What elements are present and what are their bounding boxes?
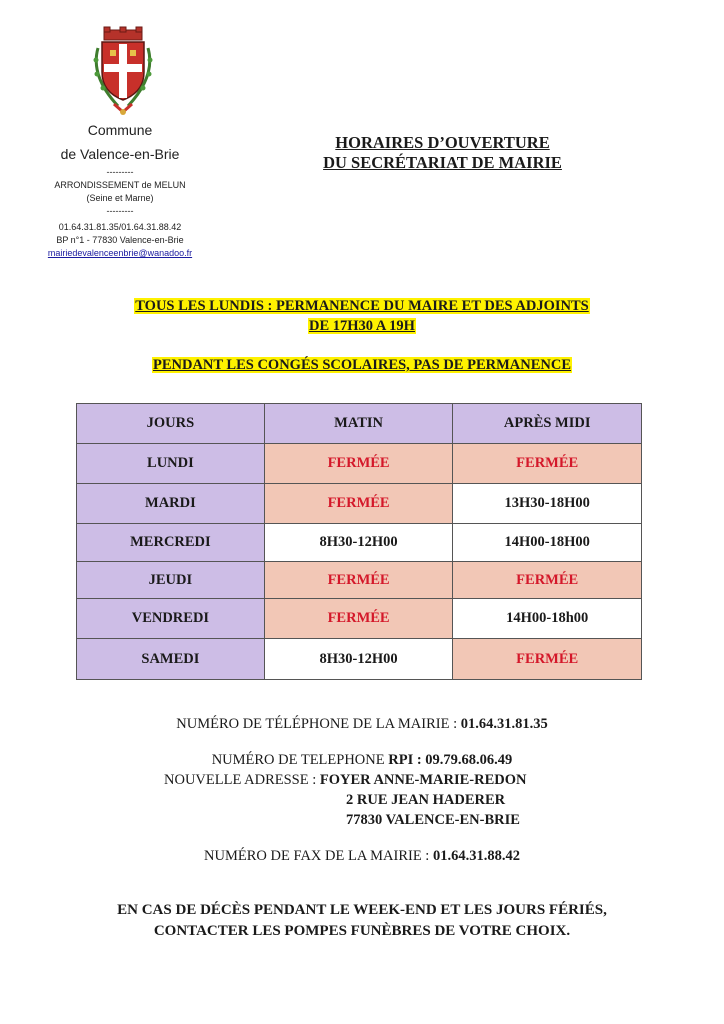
- title-line2: DU SECRÉTARIAT DE MAIRIE: [323, 153, 562, 172]
- funeral-line1: EN CAS DE DÉCÈS PENDANT LE WEEK-END ET LES JOURS FÉRIÉS,: [117, 902, 607, 918]
- commune-name-line2: de Valence-en-Brie: [60, 146, 180, 162]
- fax-value: 01.64.31.88.42: [432, 848, 520, 864]
- phone-value: 01.64.31.81.35: [460, 716, 548, 732]
- address-label: NOUVELLE ADRESSE :: [164, 772, 317, 788]
- afternoon-cell: FERMÉE: [453, 562, 642, 599]
- title-line1: HORAIRES D’OUVERTURE: [335, 133, 550, 152]
- commune-name-line1: Commune: [87, 122, 153, 138]
- day-cell: MERCREDI: [77, 524, 265, 562]
- day-cell: JEUDI: [77, 562, 265, 599]
- day-cell: MARDI: [77, 484, 265, 524]
- opening-hours-table: [76, 403, 642, 680]
- day-cell: VENDREDI: [77, 599, 265, 639]
- arrondissement: ARRONDISSEMENT de MELUN: [54, 180, 186, 190]
- coat-of-arms-logo: [88, 26, 158, 116]
- morning-cell: FERMÉE: [264, 562, 453, 599]
- email-link[interactable]: mairiedevalenceenbrie@wanadoo.fr: [47, 248, 193, 258]
- afternoon-cell: 14H00-18H00: [453, 524, 642, 562]
- permanence-notice: [60, 296, 664, 336]
- phone-label: NUMÉRO DE TÉLÉPHONE DE LA MAIRIE :: [176, 716, 458, 732]
- morning-cell: 8H30-12H00: [264, 524, 453, 562]
- address-line1: FOYER ANNE-MARIE-REDON: [319, 772, 527, 788]
- address-line2: 2 RUE JEAN HADERER: [346, 792, 506, 808]
- separator: ---------: [106, 206, 134, 216]
- fax-label: NUMÉRO DE FAX DE LA MAIRIE :: [204, 848, 430, 864]
- rpi-phone: [40, 750, 684, 770]
- header-morning: MATIN: [264, 404, 453, 444]
- header-days: JOURS: [77, 404, 265, 444]
- rpi-label: NUMÉRO DE TELEPHONE: [211, 752, 385, 768]
- separator: ---------: [106, 167, 134, 177]
- table-row: [77, 524, 642, 562]
- header-phones: 01.64.31.81.35/01.64.31.88.42: [58, 222, 182, 232]
- table-row: [77, 599, 642, 639]
- day-cell: SAMEDI: [77, 639, 265, 680]
- afternoon-cell: FERMÉE: [453, 444, 642, 484]
- postal-address: BP n°1 - 77830 Valence-en-Brie: [56, 235, 184, 245]
- funeral-notice: [40, 900, 684, 942]
- new-address: [164, 770, 527, 790]
- funeral-line2: CONTACTER LES POMPES FUNÈBRES DE VOTRE CHOIX.: [153, 923, 571, 939]
- mairie-phone: [40, 714, 684, 734]
- table-row: [77, 562, 642, 599]
- table-header-row: [77, 404, 642, 444]
- afternoon-cell: FERMÉE: [453, 639, 642, 680]
- morning-cell: FERMÉE: [264, 444, 453, 484]
- table-row: [77, 484, 642, 524]
- afternoon-cell: 14H00-18h00: [453, 599, 642, 639]
- header-afternoon: APRÈS MIDI: [453, 404, 642, 444]
- table-row: [77, 639, 642, 680]
- permanence-line2: DE 17H30 A 19H: [309, 318, 415, 334]
- mairie-fax: [40, 846, 684, 866]
- holidays-text: PENDANT LES CONGÉS SCOLAIRES, PAS DE PERMANENCE: [152, 357, 572, 373]
- address-line3: 77830 VALENCE-EN-BRIE: [346, 812, 520, 828]
- table-row: [77, 444, 642, 484]
- document-title: [270, 133, 615, 173]
- department: (Seine et Marne): [86, 193, 154, 203]
- afternoon-cell: 13H30-18H00: [453, 484, 642, 524]
- rpi-value: RPI : 09.79.68.06.49: [388, 752, 513, 768]
- commune-identity: [30, 118, 210, 260]
- day-cell: LUNDI: [77, 444, 265, 484]
- morning-cell: 8H30-12H00: [264, 639, 453, 680]
- morning-cell: FERMÉE: [264, 599, 453, 639]
- permanence-line1: TOUS LES LUNDIS : PERMANENCE DU MAIRE ET DES ADJOINTS: [135, 298, 589, 314]
- holidays-notice: [60, 355, 664, 375]
- morning-cell: FERMÉE: [264, 484, 453, 524]
